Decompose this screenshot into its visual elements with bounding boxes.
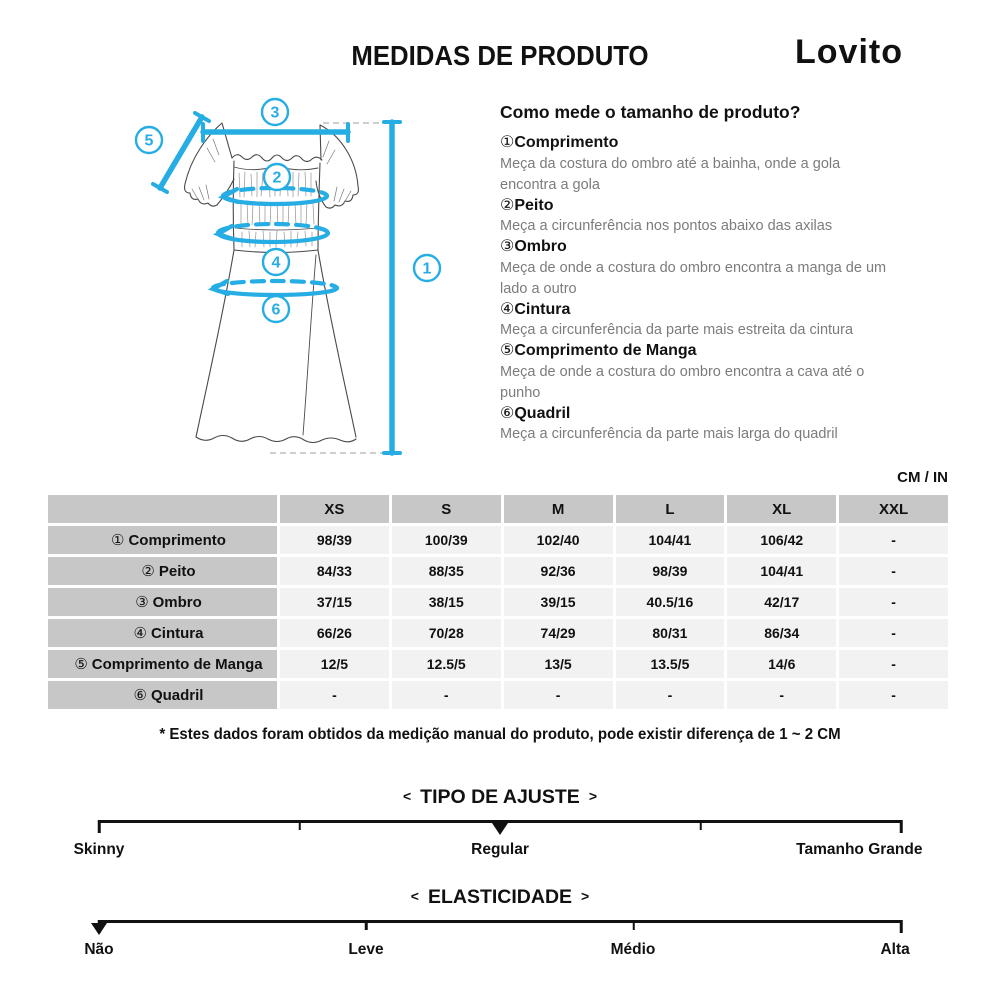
- guide-item-number: ③: [500, 238, 515, 255]
- left-angle-bracket: <: [410, 887, 419, 904]
- column-header: L: [616, 495, 725, 523]
- column-header: S: [392, 495, 501, 523]
- column-header: XS: [280, 495, 389, 523]
- table-cell: -: [280, 681, 389, 709]
- elasticity-scale-bar: [99, 920, 901, 923]
- column-header: XL: [727, 495, 836, 523]
- tick: [365, 920, 368, 930]
- diagram-marker-1: 1: [422, 260, 432, 278]
- table-corner-cell: [48, 495, 277, 523]
- diagram-marker-4: 4: [271, 254, 281, 272]
- row-header: ⑤ Comprimento de Manga: [48, 650, 277, 678]
- guide-item-desc: Meça da costura do ombro até a bainha, onde a gola encontra a gola: [500, 155, 841, 193]
- table-cell: 37/15: [280, 588, 389, 616]
- guide-item-number: ②: [500, 196, 515, 214]
- measurement-footnote: * Estes dados foram obtidos da medição manual do produto, pode existir diferença de 1 ~ 2 CM: [159, 726, 841, 743]
- table-cell: -: [839, 650, 948, 678]
- left-angle-bracket: <: [402, 787, 412, 804]
- hip-measure-ellipse: [213, 281, 337, 288]
- elasticity-scale-labels: [0, 941, 1000, 961]
- table-cell: 88/35: [392, 557, 501, 585]
- table-cell: 104/41: [616, 526, 725, 554]
- guide-item-desc: Meça a circunferência da parte mais larga do quadril: [500, 426, 838, 442]
- guide-item-desc: Meça a circunferência nos pontos abaixo das axilas: [500, 218, 833, 234]
- dress-measurement-diagram: [95, 85, 495, 475]
- guide-item: [500, 237, 895, 300]
- tick: [699, 820, 702, 830]
- table-cell: -: [839, 557, 948, 585]
- table-cell: -: [839, 681, 948, 709]
- table-cell: 104/41: [727, 557, 836, 585]
- table-cell: 98/39: [616, 557, 725, 585]
- diagram-marker-3: 3: [270, 104, 280, 122]
- scale-label: Alta: [880, 941, 910, 958]
- guide-item-label: ③Ombro: [500, 238, 567, 255]
- scale-label: Skinny: [73, 841, 125, 858]
- row-header: ② Peito: [48, 557, 277, 585]
- table-cell: -: [839, 619, 948, 647]
- tick: [298, 820, 301, 830]
- right-angle-bracket: >: [588, 787, 597, 804]
- scale-label: Regular: [471, 841, 529, 858]
- table-cell: 80/31: [616, 619, 725, 647]
- fit-scale-title: < TIPO DE AJUSTE >: [402, 786, 597, 808]
- diagram-marker-6: 6: [271, 301, 281, 319]
- guide-item: [500, 341, 895, 404]
- guide-item-number: ⑤: [500, 342, 515, 359]
- table-cell: 86/34: [727, 619, 836, 647]
- table-cell: 70/28: [392, 619, 501, 647]
- guide-item-label: ①Comprimento: [500, 134, 619, 151]
- guide-item-label: ⑥Quadril: [500, 404, 571, 422]
- guide-item-number: ④: [500, 300, 515, 318]
- table-cell: 13/5: [504, 650, 613, 678]
- table-cell: 102/40: [504, 526, 613, 554]
- tick: [900, 820, 903, 833]
- guide-item-desc: Meça de onde a costura do ombro encontra a manga de um lado a outro: [500, 259, 887, 297]
- table-cell: -: [839, 588, 948, 616]
- tick: [900, 920, 903, 933]
- page-title: MEDIDAS DE PRODUTO: [351, 40, 649, 71]
- table-cell: 74/29: [504, 619, 613, 647]
- table-cell: 39/15: [504, 588, 613, 616]
- units-label: CM / IN: [897, 469, 948, 486]
- tick: [98, 820, 101, 833]
- fit-scale-axis: [99, 820, 901, 838]
- tick: [632, 920, 635, 930]
- guide-item-label: ②Peito: [500, 196, 554, 214]
- guide-item: [500, 300, 895, 342]
- table-cell: 12/5: [280, 650, 389, 678]
- table-cell: 13.5/5: [616, 650, 725, 678]
- table-cell: 92/36: [504, 557, 613, 585]
- elasticity-scale-axis: [99, 920, 901, 938]
- table-cell: 66/26: [280, 619, 389, 647]
- table-cell: -: [616, 681, 725, 709]
- guide-item-desc: Meça de onde a costura do ombro encontra a cava até o punho: [500, 363, 865, 401]
- table-cell: -: [504, 681, 613, 709]
- table-cell: 106/42: [727, 526, 836, 554]
- scale-label: Não: [84, 941, 114, 958]
- table-cell: 14/6: [727, 650, 836, 678]
- scale-label: Tamanho Grande: [796, 841, 923, 858]
- brand-logo: Lovito: [795, 33, 903, 71]
- table-cell: 84/33: [280, 557, 389, 585]
- guide-item: [500, 133, 895, 196]
- elasticity-scale-marker: [91, 923, 107, 935]
- measure-guide: [500, 102, 895, 445]
- guide-item-number: ⑥: [500, 404, 515, 422]
- row-header: ③ Ombro: [48, 588, 277, 616]
- guide-item-label: ④Cintura: [500, 300, 571, 318]
- guide-item: [500, 196, 895, 238]
- table-cell: -: [392, 681, 501, 709]
- sleeve-measure-line: [160, 117, 202, 188]
- right-angle-bracket: >: [581, 887, 590, 904]
- table-cell: 12.5/5: [392, 650, 501, 678]
- table-cell: 40.5/16: [616, 588, 725, 616]
- scale-label: Médio: [610, 941, 656, 958]
- guide-item-label: ⑤Comprimento de Manga: [500, 342, 697, 359]
- table-cell: 100/39: [392, 526, 501, 554]
- column-header: M: [504, 495, 613, 523]
- fit-scale-labels: [0, 841, 1000, 861]
- row-header: ⑥ Quadril: [48, 681, 277, 709]
- guide-heading: Como mede o tamanho de produto?: [500, 102, 801, 122]
- table-cell: 38/15: [392, 588, 501, 616]
- size-table: [48, 495, 948, 709]
- table-cell: -: [727, 681, 836, 709]
- row-header: ① Comprimento: [48, 526, 277, 554]
- column-header: XXL: [839, 495, 948, 523]
- table-cell: -: [839, 526, 948, 554]
- diagram-marker-5: 5: [144, 132, 154, 150]
- fit-scale-marker: [492, 823, 508, 835]
- diagram-marker-2: 2: [272, 169, 282, 187]
- guide-item-number: ①: [500, 134, 515, 151]
- row-header: ④ Cintura: [48, 619, 277, 647]
- guide-item: [500, 404, 895, 446]
- table-cell: 42/17: [727, 588, 836, 616]
- scale-label: Leve: [348, 941, 384, 958]
- guide-item-desc: Meça a circunferência da parte mais estreita da cintura: [500, 322, 854, 338]
- elasticity-scale-title: < ELASTICIDADE >: [410, 886, 590, 908]
- table-cell: 98/39: [280, 526, 389, 554]
